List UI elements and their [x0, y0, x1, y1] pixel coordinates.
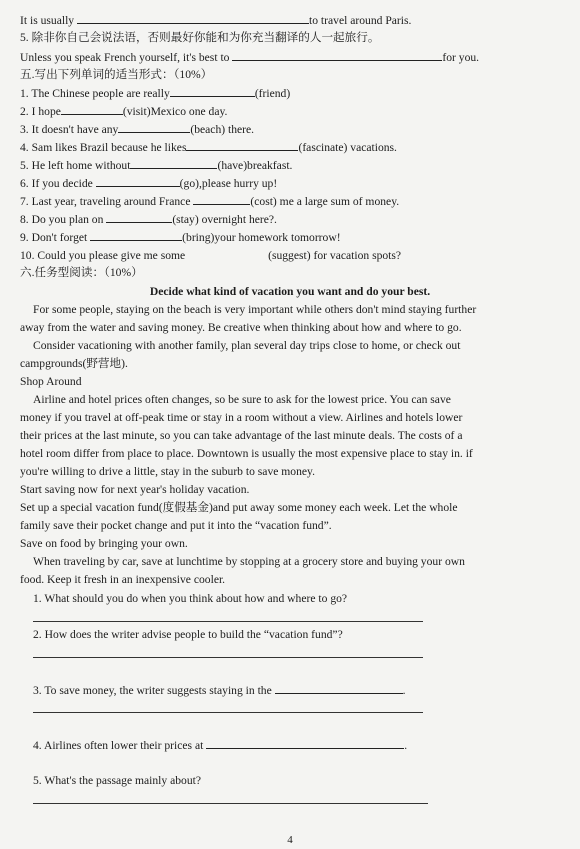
passage-title: Decide what kind of vacation you want and do your best. — [149, 285, 431, 298]
section-6-heading: 六.任务型阅读：（10%） — [20, 266, 143, 279]
paragraph-line: food. Keep it fresh in an inexpensive cooler. — [20, 573, 226, 586]
answer-line[interactable] — [33, 712, 423, 713]
answer-blank[interactable] — [118, 122, 190, 133]
answer-blank[interactable] — [96, 176, 180, 187]
translation-line-4: It is usually to travel around Paris. — [20, 14, 412, 27]
word-form-item-10: 10. Could you please give me some (suggest) for vacation spots? — [20, 249, 402, 262]
word-form-item-9: 9. Don't forget (bring)your homework tomorrow! — [20, 231, 341, 244]
question-3: 3. To save money, the writer suggests staying in the . — [33, 684, 406, 697]
subheading-start-saving: Start saving now for next year's holiday vacation. — [20, 483, 250, 496]
answer-blank[interactable] — [193, 194, 250, 205]
question-4: 4. Airlines often lower their prices at . — [33, 739, 408, 752]
answer-blank[interactable] — [130, 158, 217, 169]
answer-blank[interactable] — [275, 683, 403, 694]
paragraph-line: away from the water and saving money. Be creative when thinking about how and where to go. — [20, 321, 462, 334]
subheading-shop-around: Shop Around — [20, 375, 82, 388]
word-form-item-7: 7. Last year, traveling around France (cost) me a large sum of money. — [20, 195, 400, 208]
answer-blank[interactable] — [61, 104, 123, 115]
section-5-heading: 五.写出下列单词的适当形式：（10%） — [20, 68, 213, 81]
answer-blank[interactable] — [90, 230, 182, 241]
answer-blank[interactable] — [232, 50, 442, 61]
paragraph-line: you're willing to drive a little, stay in the suburb to save money. — [20, 465, 315, 478]
paragraph-line: family save their pocket change and put it into the “vacation fund”. — [20, 519, 332, 532]
answer-line[interactable] — [33, 621, 423, 622]
answer-blank[interactable] — [170, 86, 255, 97]
word-form-item-2: 2. I hope (visit)Mexico one day. — [20, 105, 228, 118]
translation-item-5: 5. 除非你自己会说法语，否则最好你能和为你充当翻译的人一起旅行。 — [20, 31, 380, 44]
word-form-item-3: 3. It doesn't have any (beach) there. — [20, 123, 255, 136]
translation-line-5: Unless you speak French yourself, it's best to for you. — [20, 51, 480, 64]
answer-line[interactable] — [33, 657, 423, 658]
paragraph-line: For some people, staying on the beach is very important while others don't mind staying further — [33, 303, 477, 316]
answer-blank[interactable] — [206, 738, 404, 749]
answer-blank[interactable] — [106, 212, 172, 223]
word-form-item-1: 1. The Chinese people are really (friend) — [20, 87, 291, 100]
paragraph-line: campgrounds(野营地). — [20, 357, 128, 370]
word-form-item-8: 8. Do you plan on (stay) overnight here?. — [20, 213, 277, 226]
paragraph-line: Airline and hotel prices often changes, so be sure to ask for the lowest price. You can save — [33, 393, 451, 406]
paragraph-line: their prices at the last minute, so you can take advantage of the last minute deals. The costs of a — [20, 429, 463, 442]
paragraph-line: When traveling by car, save at lunchtime by stopping at a grocery store and buying your own — [33, 555, 465, 568]
word-form-item-4: 4. Sam likes Brazil because he likes (fascinate) vacations. — [20, 141, 397, 154]
question-1: 1. What should you do when you think about how and where to go? — [33, 592, 348, 605]
paragraph-line: hotel room differ from place to place. Downtown is usually the most expensive place to stay in. if — [20, 447, 473, 460]
paragraph-line: Consider vacationing with another family, plan several day trips close to home, or check out — [33, 339, 461, 352]
answer-line[interactable] — [33, 803, 428, 804]
answer-blank[interactable] — [77, 13, 309, 24]
answer-blank[interactable] — [188, 248, 268, 259]
answer-blank[interactable] — [186, 140, 298, 151]
question-5: 5. What's the passage mainly about? — [33, 774, 202, 787]
word-form-item-5: 5. He left home without (have)breakfast. — [20, 159, 293, 172]
paragraph-line: money if you travel at off-peak time or stay in a room without a view. Airlines and hotels lower — [20, 411, 463, 424]
word-form-item-6: 6. If you decide (go),please hurry up! — [20, 177, 278, 190]
question-2: 2. How does the writer advise people to build the “vacation fund”? — [33, 628, 343, 641]
subheading-save-on-food: Save on food by bringing your own. — [20, 537, 188, 550]
page-number: 4 — [287, 834, 293, 846]
paragraph-line: Set up a special vacation fund(度假基金)and put away some money each week. Let the whole — [20, 501, 458, 514]
